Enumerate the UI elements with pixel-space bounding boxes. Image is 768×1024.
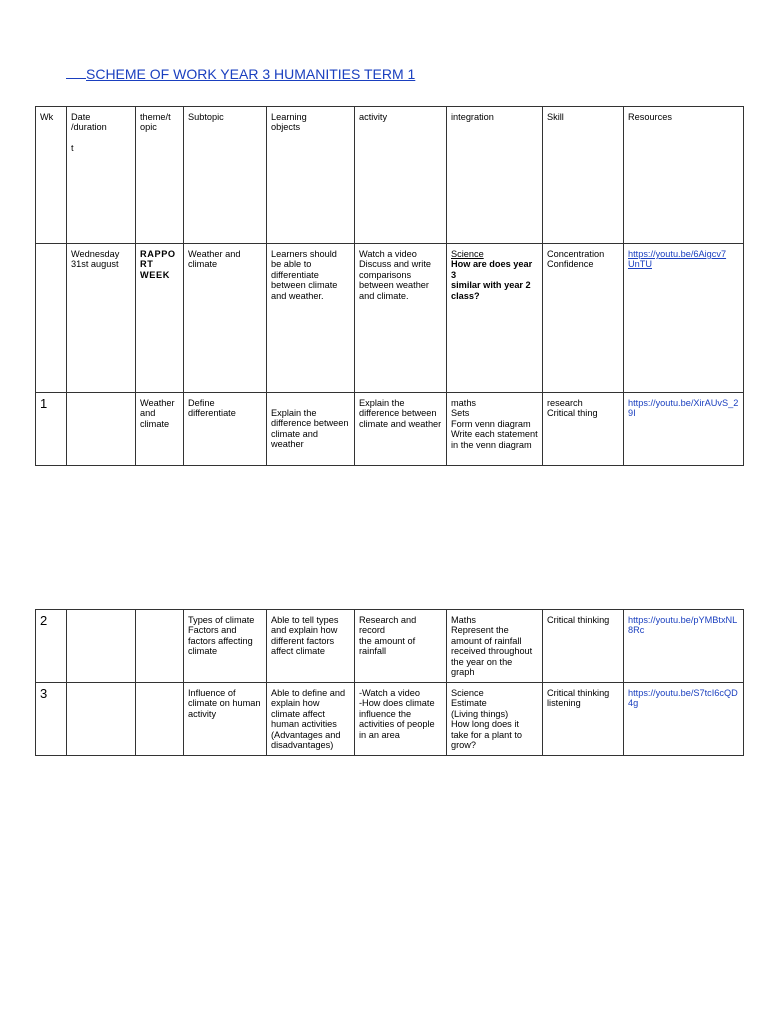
- cell-skill: Critical thinking listening: [543, 683, 624, 756]
- cell-resources: [624, 393, 744, 466]
- cell-theme: RAPPO RT WEEK: [136, 244, 184, 393]
- header-wk: Wk: [36, 107, 67, 244]
- resource-link[interactable]: https://youtu.be/XirAUvS_2 9I: [628, 398, 739, 419]
- integration-subject: Science: [451, 249, 484, 259]
- cell-subtopic: Types of climate Factors and factors affecting climate: [184, 610, 267, 683]
- cell-subtopic: Weather and climate: [184, 244, 267, 393]
- cell-objectives: Explain the difference between climate and weather: [267, 393, 355, 466]
- cell-theme: [136, 610, 184, 683]
- scheme-table-1: [35, 106, 744, 466]
- title-text: SCHEME OF WORK YEAR 3 HUMANITIES TERM 1: [86, 66, 416, 82]
- header-activity: activity: [355, 107, 447, 244]
- cell-date: [67, 610, 136, 683]
- resource-link[interactable]: https://youtu.be/pYMBtxNL 8Rc: [628, 615, 738, 636]
- cell-wk: [36, 244, 67, 393]
- table-row: [36, 244, 744, 393]
- header-date: Date /duration t: [67, 107, 136, 244]
- cell-integration: [447, 244, 543, 393]
- cell-integration: maths Sets Form venn diagram Write each statement in the venn diagram: [447, 393, 543, 466]
- table-row: [36, 683, 744, 756]
- cell-skill: Concentration Confidence: [543, 244, 624, 393]
- cell-objectives: Able to define and explain how climate affect human activities (Advantages and disadvantages): [267, 683, 355, 756]
- cell-wk: 1: [36, 393, 67, 466]
- cell-objectives: Able to tell types and explain how different factors affect climate: [267, 610, 355, 683]
- cell-skill: Critical thinking: [543, 610, 624, 683]
- cell-wk: 2: [36, 610, 67, 683]
- cell-activity: Watch a video Discuss and write comparisons between weather and climate.: [355, 244, 447, 393]
- cell-theme: [136, 683, 184, 756]
- cell-resources: [624, 610, 744, 683]
- cell-date: Wednesday 31st august: [67, 244, 136, 393]
- cell-skill: research Critical thing: [543, 393, 624, 466]
- cell-theme: Weather and climate: [136, 393, 184, 466]
- cell-wk: 3: [36, 683, 67, 756]
- cell-activity: -Watch a video -How does climate influence the activities of people in an area: [355, 683, 447, 756]
- header-skill: Skill: [543, 107, 624, 244]
- resource-link[interactable]: https://youtu.be/6Aigcv7 UnTU: [628, 249, 727, 270]
- integration-question: How are does year 3 similar with year 2 class?: [451, 259, 533, 301]
- cell-date: [67, 683, 136, 756]
- header-subtopic: Subtopic: [184, 107, 267, 244]
- table-row: [36, 393, 744, 466]
- cell-subtopic: Define differentiate: [184, 393, 267, 466]
- resource-link[interactable]: https://youtu.be/S7tcI6cQD 4g: [628, 688, 738, 709]
- cell-date: [67, 393, 136, 466]
- cell-activity: Explain the difference between climate and weather: [355, 393, 447, 466]
- header-resources: Resources: [624, 107, 744, 244]
- cell-activity: Research and record the amount of rainfall: [355, 610, 447, 683]
- cell-resources: [624, 244, 744, 393]
- header-objectives: Learning objects: [267, 107, 355, 244]
- cell-subtopic: Influence of climate on human activity: [184, 683, 267, 756]
- cell-resources: [624, 683, 744, 756]
- cell-objectives: Learners should be able to differentiate between climate and weather.: [267, 244, 355, 393]
- scheme-table-2: [35, 609, 744, 756]
- title-underline-lead: [66, 66, 86, 79]
- header-integration: integration: [447, 107, 543, 244]
- cell-integration: Maths Represent the amount of rainfall received throughout the year on the graph: [447, 610, 543, 683]
- table-row: [36, 610, 744, 683]
- cell-integration: Science Estimate (Living things) How long does it take for a plant to grow?: [447, 683, 543, 756]
- header-theme: theme/t opic: [136, 107, 184, 244]
- document-title: [66, 66, 415, 82]
- table-header-row: [36, 107, 744, 244]
